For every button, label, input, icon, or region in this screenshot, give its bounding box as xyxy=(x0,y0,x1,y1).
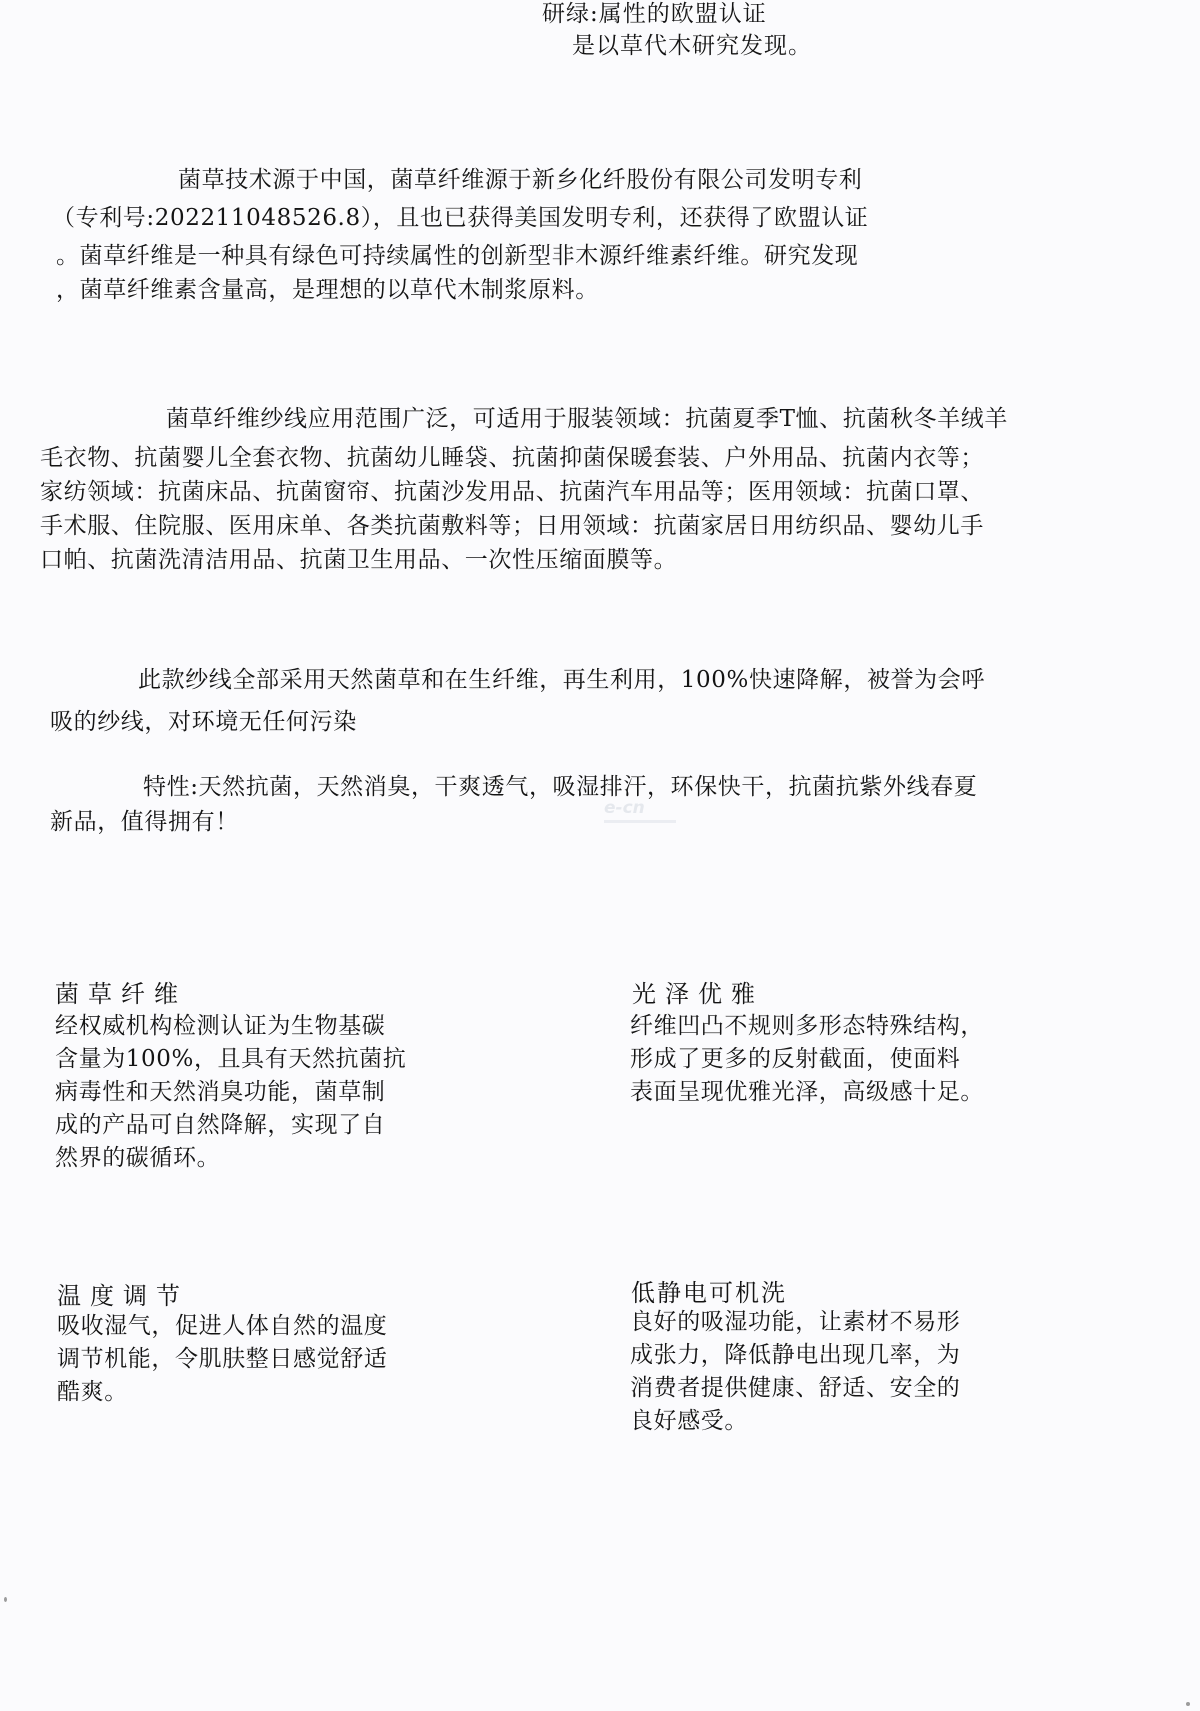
applications-line: 口帕、抗菌洗清洁用品、抗菌卫生用品、一次性压缩面膜等。 xyxy=(40,547,678,573)
features-line: 特性:天然抗菌，天然消臭，干爽透气，吸湿排汗，环保快干，抗菌抗紫外线春夏 xyxy=(143,774,978,800)
card-line: 经权威机构检测认证为生物基碳 xyxy=(55,1013,386,1039)
card-line: 良好的吸湿功能，让素材不易形 xyxy=(630,1309,961,1335)
card-line: 形成了更多的反射截面，使面料 xyxy=(630,1046,961,1072)
card-line: 成的产品可自然降解，实现了自 xyxy=(55,1112,386,1138)
card-line: 表面呈现优雅光泽，高级感十足。 xyxy=(630,1079,984,1105)
yarn-line: 吸的纱线，对环境无任何污染 xyxy=(50,709,357,735)
card-line: 吸收湿气，促进人体自然的温度 xyxy=(57,1313,388,1339)
card-title: 菌草纤维 xyxy=(55,980,187,1008)
intro-line: 菌草技术源于中国，菌草纤维源于新乡化纤股份有限公司发明专利 xyxy=(178,167,863,193)
card-line: 纤维凹凸不规则多形态特殊结构， xyxy=(630,1013,984,1039)
card-title: 温度调节 xyxy=(57,1282,189,1310)
card-line: 消费者提供健康、舒适、安全的 xyxy=(630,1375,961,1401)
applications-line: 手术服、住院服、医用床单、各类抗菌敷料等；日用领域：抗菌家居日用纺织品、婴幼儿手 xyxy=(40,513,984,539)
intro-line: （专利号:202211048526.8），且也已获得美国发明专利，还获得了欧盟认证 xyxy=(52,205,869,231)
card-line: 调节机能，令肌肤整日感觉舒适 xyxy=(57,1346,388,1372)
features-line: 新品，值得拥有！ xyxy=(50,809,239,835)
card-line: 病毒性和天然消臭功能，菌草制 xyxy=(55,1079,386,1105)
card-line: 然界的碳循环。 xyxy=(55,1145,221,1171)
card-title: 光泽优雅 xyxy=(632,980,764,1008)
yarn-line: 此款纱线全部采用天然菌草和在生纤维，再生利用，100%快速降解，被誉为会呼 xyxy=(138,667,985,693)
applications-line: 家纺领域：抗菌床品、抗菌窗帘、抗菌沙发用品、抗菌汽车用品等；医用领域：抗菌口罩、 xyxy=(40,479,984,505)
card-title: 低静电可机洗 xyxy=(631,1279,787,1307)
card-line: 含量为100%，且具有天然抗菌抗 xyxy=(55,1046,407,1072)
top-line: 研绿:属性的欧盟认证 xyxy=(542,1,767,27)
scan-speck xyxy=(1186,1702,1190,1706)
card-line: 酷爽。 xyxy=(57,1379,128,1405)
top-line: 是以草代木研究发现。 xyxy=(572,33,812,59)
applications-line: 菌草纤维纱线应用范围广泛，可适用于服装领域：抗菌夏季T恤、抗菌秋冬羊绒羊 xyxy=(166,406,1008,432)
watermark-underline xyxy=(604,820,676,823)
watermark-logo xyxy=(600,798,690,832)
intro-line: 。菌草纤维是一种具有绿色可持续属性的创新型非木源纤维素纤维。研究发现 xyxy=(56,243,859,269)
scan-speck xyxy=(4,1597,7,1602)
applications-line: 毛衣物、抗菌婴儿全套衣物、抗菌幼儿睡袋、抗菌抑菌保暖套装、户外用品、抗菌内衣等； xyxy=(40,445,984,471)
card-line: 良好感受。 xyxy=(630,1408,748,1434)
intro-line: ，菌草纤维素含量高，是理想的以草代木制浆原料。 xyxy=(56,277,599,303)
watermark-mark: e-cn xyxy=(604,798,645,818)
card-line: 成张力，降低静电出现几率，为 xyxy=(630,1342,961,1368)
